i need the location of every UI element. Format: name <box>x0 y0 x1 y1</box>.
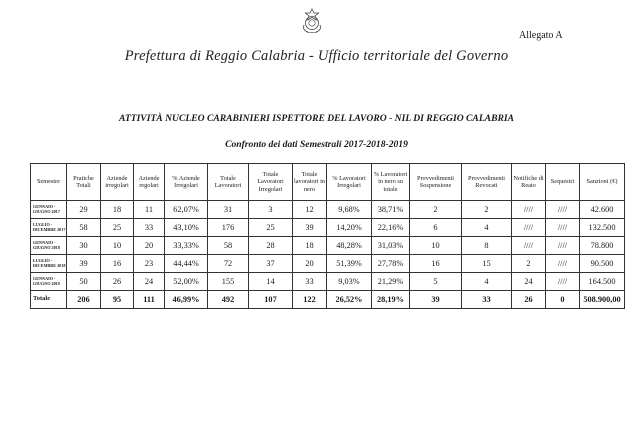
table-cell: 37 <box>249 255 293 273</box>
table-cell: 50 <box>67 273 101 291</box>
table-cell: 42.600 <box>580 201 625 219</box>
table-cell: 4 <box>462 273 512 291</box>
table-cell: 28 <box>249 237 293 255</box>
table-cell: //// <box>512 237 546 255</box>
republic-emblem-icon <box>301 8 323 34</box>
total-cell: 39 <box>410 291 462 309</box>
table-cell: 12 <box>293 201 327 219</box>
data-table <box>30 163 625 309</box>
document-subtitle: Confronto dei dati Semestrali 2017-2018-2019 <box>225 139 408 150</box>
column-header: Pratiche Totali <box>67 164 101 201</box>
column-header: Totale Lavoratori Irregolari <box>249 164 293 201</box>
total-cell: 107 <box>249 291 293 309</box>
table-cell: 2 <box>462 201 512 219</box>
table-cell: 33 <box>293 273 327 291</box>
table-cell: //// <box>546 219 580 237</box>
table-cell: 39 <box>293 219 327 237</box>
table-cell: 176 <box>208 219 249 237</box>
table-cell: 27,78% <box>372 255 410 273</box>
table-cell: 23 <box>134 255 165 273</box>
table-cell: 4 <box>462 219 512 237</box>
column-header: Aziende regolari <box>134 164 165 201</box>
table-cell: 164.500 <box>580 273 625 291</box>
table-cell: 10 <box>101 237 134 255</box>
table-cell: 9,68% <box>327 201 372 219</box>
table-cell: 14 <box>249 273 293 291</box>
total-cell: 26 <box>512 291 546 309</box>
table-cell: 16 <box>101 255 134 273</box>
allegato-label: Allegato A <box>519 30 563 41</box>
table-cell: 18 <box>101 201 134 219</box>
total-cell: 33 <box>462 291 512 309</box>
table-cell: 15 <box>462 255 512 273</box>
column-header: Totale Lavoratori <box>208 164 249 201</box>
total-cell: 26,52% <box>327 291 372 309</box>
table-row <box>31 201 625 219</box>
column-header: Sanzioni (€) <box>580 164 625 201</box>
column-header: Aziende irregolari <box>101 164 134 201</box>
table-cell: 26 <box>101 273 134 291</box>
table-cell: 18 <box>293 237 327 255</box>
semestre-cell: GENNAIO - GIUGNO 2017 <box>31 201 67 219</box>
table-cell: 48,28% <box>327 237 372 255</box>
table-cell: 5 <box>410 273 462 291</box>
table-cell: 24 <box>512 273 546 291</box>
total-cell: 492 <box>208 291 249 309</box>
table-cell: 155 <box>208 273 249 291</box>
column-header: % Lavoratori in nero su totale <box>372 164 410 201</box>
column-header: Notifiche di Reato <box>512 164 546 201</box>
total-cell: 0 <box>546 291 580 309</box>
total-row <box>31 291 625 309</box>
table-cell: 62,07% <box>165 201 208 219</box>
table-row <box>31 219 625 237</box>
table-cell: 6 <box>410 219 462 237</box>
column-header: % Lavoratori Irregolari <box>327 164 372 201</box>
table-cell: //// <box>546 237 580 255</box>
column-header: Provvedimenti Revocati <box>462 164 512 201</box>
table-cell: 58 <box>208 237 249 255</box>
semestre-cell: LUGLIO - DICEMBRE 2017 <box>31 219 67 237</box>
table-header-row <box>31 164 625 201</box>
table-cell: 78.800 <box>580 237 625 255</box>
table-cell: 58 <box>67 219 101 237</box>
table-cell: //// <box>512 219 546 237</box>
table-cell: 8 <box>462 237 512 255</box>
table-cell: 33,33% <box>165 237 208 255</box>
table-row <box>31 273 625 291</box>
total-cell: 508.900,00 <box>580 291 625 309</box>
table-cell: 10 <box>410 237 462 255</box>
total-cell: 206 <box>67 291 101 309</box>
semestre-cell: LUGLIO - DICEMBRE 2018 <box>31 255 67 273</box>
table-cell: 43,10% <box>165 219 208 237</box>
total-cell: 111 <box>134 291 165 309</box>
table-cell: 2 <box>512 255 546 273</box>
table-cell: 20 <box>134 237 165 255</box>
table-cell: //// <box>546 255 580 273</box>
table-cell: 21,29% <box>372 273 410 291</box>
table-cell: //// <box>512 201 546 219</box>
table-cell: 132.500 <box>580 219 625 237</box>
table-cell: 24 <box>134 273 165 291</box>
table-cell: 11 <box>134 201 165 219</box>
column-header: Sequestri <box>546 164 580 201</box>
table-cell: 52,00% <box>165 273 208 291</box>
table-cell: 51,39% <box>327 255 372 273</box>
table-cell: 30 <box>67 237 101 255</box>
table-cell: 25 <box>101 219 134 237</box>
table-cell: 16 <box>410 255 462 273</box>
table-row <box>31 255 625 273</box>
column-header: Totale lavoratori in nero <box>293 164 327 201</box>
table-cell: 14,20% <box>327 219 372 237</box>
table-cell: 3 <box>249 201 293 219</box>
table-cell: 38,71% <box>372 201 410 219</box>
table-cell: 39 <box>67 255 101 273</box>
table-cell: //// <box>546 201 580 219</box>
table-cell: 2 <box>410 201 462 219</box>
column-header: Provvedimenti Sospensione <box>410 164 462 201</box>
prefettura-header: Prefettura di Reggio Calabria - Ufficio territoriale del Governo <box>124 48 509 64</box>
table-cell: //// <box>546 273 580 291</box>
table-cell: 29 <box>67 201 101 219</box>
table-cell: 72 <box>208 255 249 273</box>
total-cell: 95 <box>101 291 134 309</box>
column-header: % Aziende Irregolari <box>165 164 208 201</box>
total-cell: 46,99% <box>165 291 208 309</box>
total-cell: 122 <box>293 291 327 309</box>
table-cell: 22,16% <box>372 219 410 237</box>
total-label: Totale <box>31 291 67 309</box>
document-title: ATTIVITÀ NUCLEO CARABINIERI ISPETTORE DEL LAVORO - NIL DI REGGIO CALABRIA <box>118 113 515 124</box>
table-cell: 31,03% <box>372 237 410 255</box>
table-cell: 33 <box>134 219 165 237</box>
table-row <box>31 237 625 255</box>
table-cell: 20 <box>293 255 327 273</box>
column-header: Semestre <box>31 164 67 201</box>
semestre-cell: GENNAIO - GIUGNO 2018 <box>31 237 67 255</box>
table-cell: 44,44% <box>165 255 208 273</box>
semestre-cell: GENNAIO - GIUGNO 2019 <box>31 273 67 291</box>
table-cell: 31 <box>208 201 249 219</box>
table-cell: 9,03% <box>327 273 372 291</box>
table-cell: 90.500 <box>580 255 625 273</box>
total-cell: 28,19% <box>372 291 410 309</box>
table-cell: 25 <box>249 219 293 237</box>
